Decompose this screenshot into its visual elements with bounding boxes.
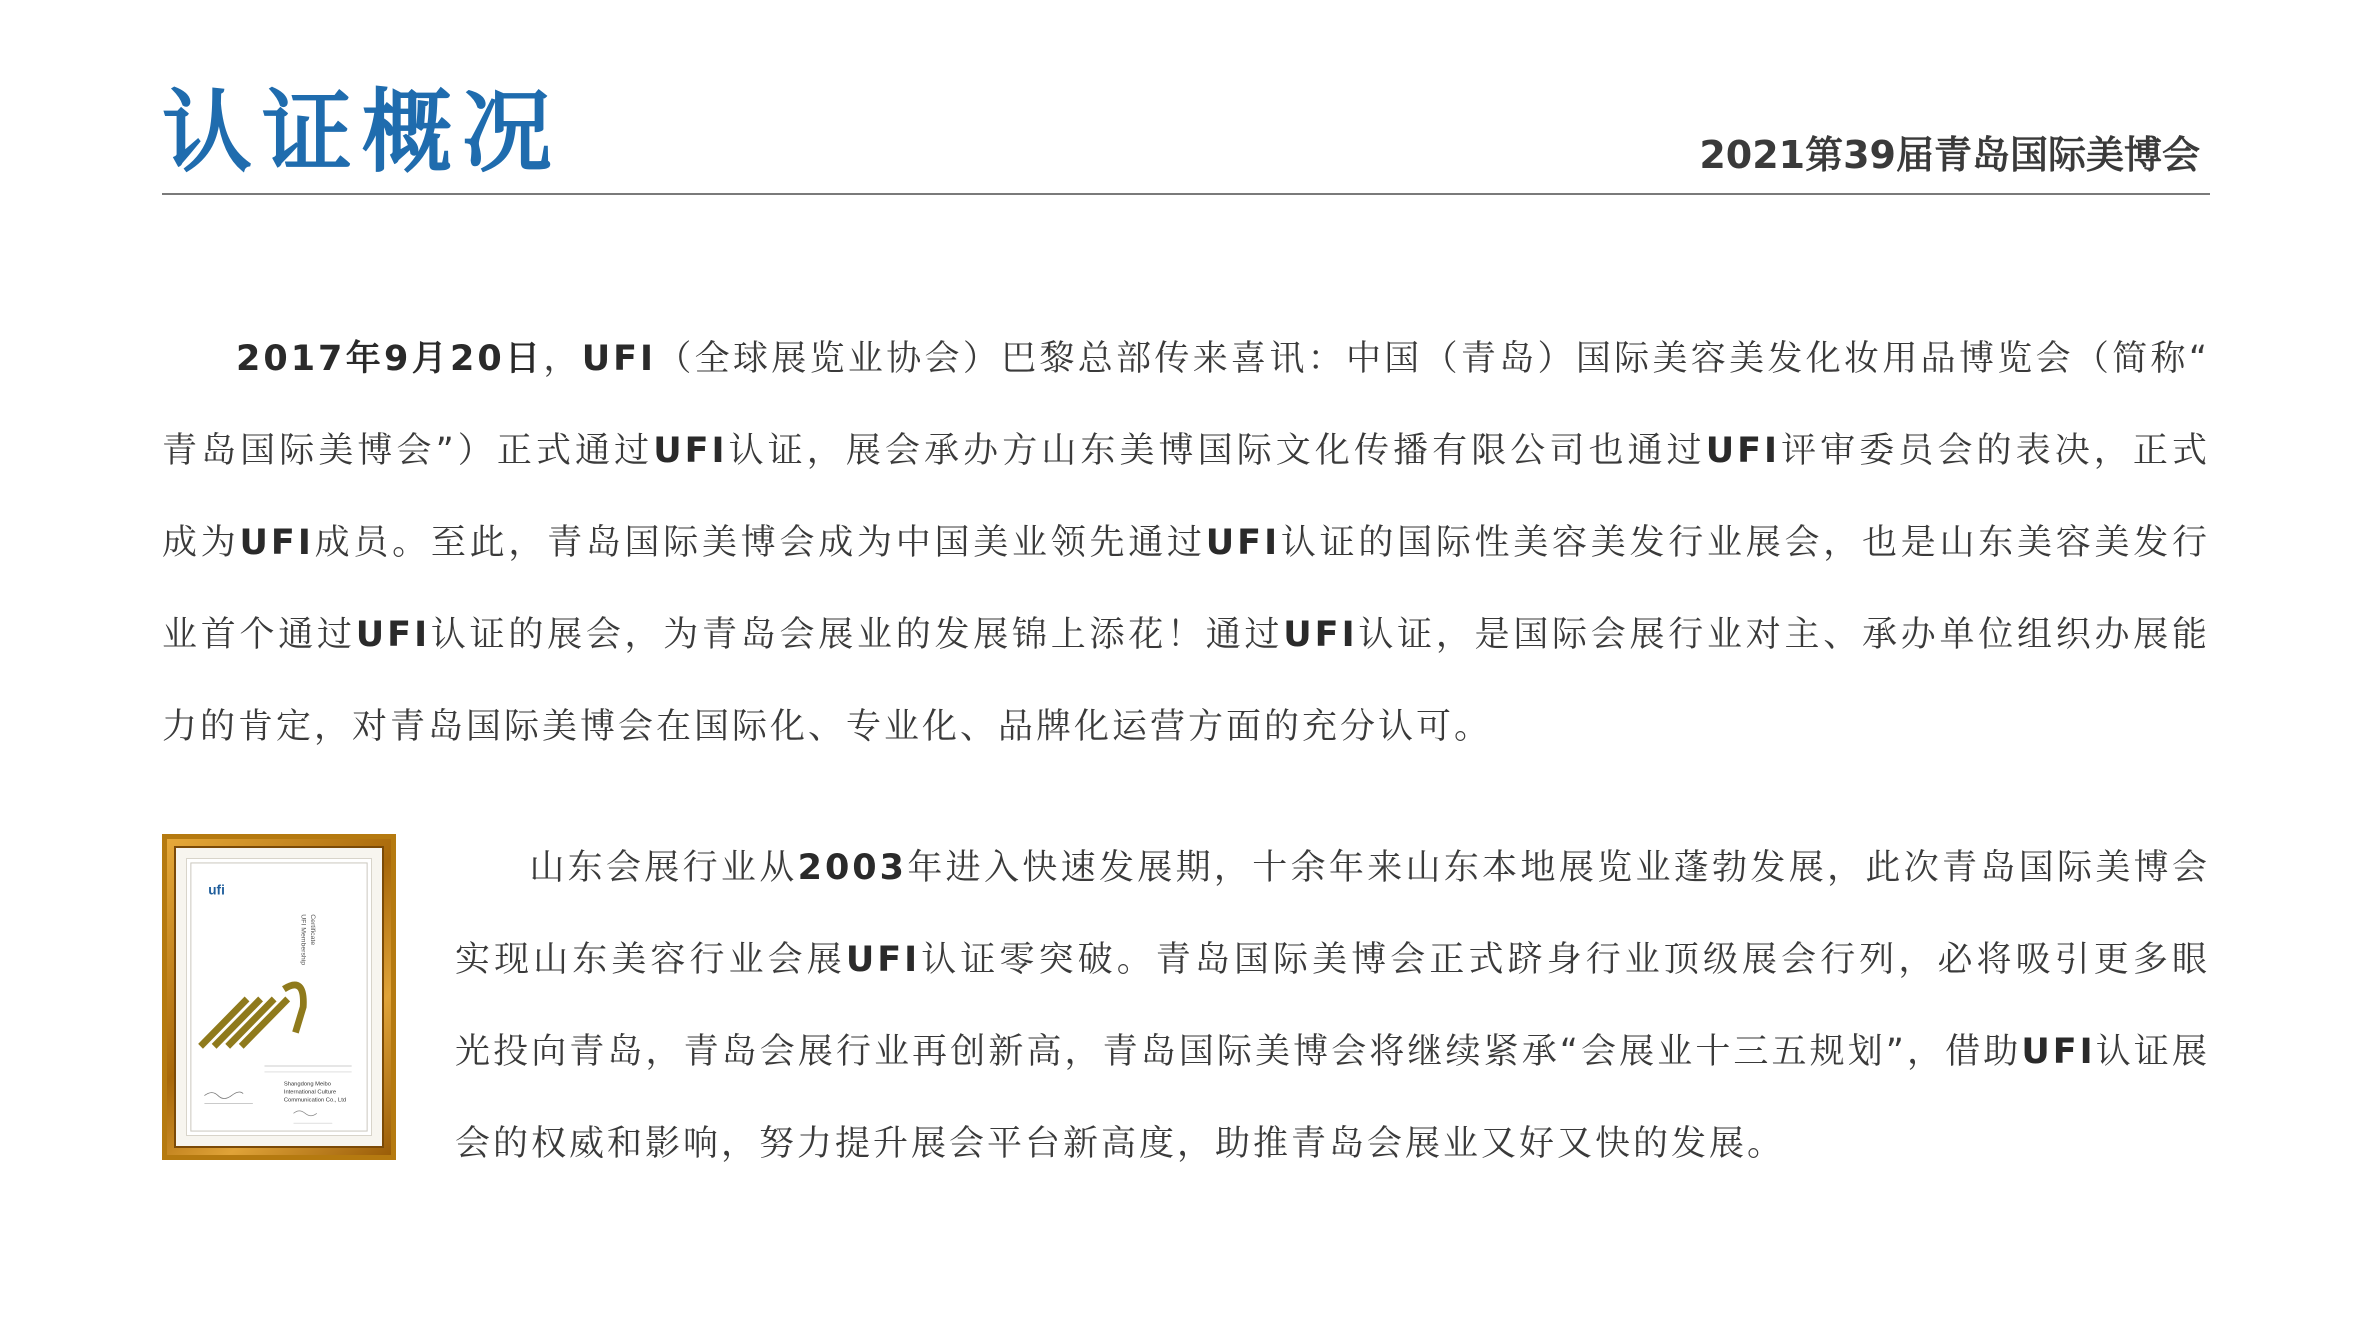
text-segment: 认证，是国际会展行业对主、承办单位组织办展能: [1357, 615, 2210, 655]
certificate-side-text: Certificate: [308, 914, 316, 946]
paragraph-line: [455, 1098, 2210, 1190]
ufi-text: UFI: [239, 523, 314, 563]
text-segment: 认证的展会，为青岛会展业的发展锦上添花！通过: [430, 615, 1284, 655]
certificate-mat: [174, 846, 384, 1148]
text-segment: 认证展: [2095, 1032, 2210, 1072]
text-segment: 力的肯定，对青岛国际美博会在国际化、专业化、品牌化运营方面的充分认可。: [162, 707, 1493, 747]
certificate-stripes-icon: [201, 985, 304, 1046]
paragraph-line: [162, 589, 2210, 681]
year-text: 2003: [797, 848, 908, 888]
text-segment: 成为: [162, 523, 240, 563]
paragraph-line: [455, 914, 2210, 1006]
text-segment: 业首个通过: [162, 615, 356, 655]
ufi-text: UFI: [1705, 431, 1781, 471]
text-segment: 认证的国际性美容美发行业展会，也是山东美容美发行: [1280, 523, 2210, 563]
paragraph-line: [162, 313, 2210, 405]
certificate-company-line: Shangdong Meibo: [283, 1081, 331, 1088]
paragraph-line: [455, 822, 2210, 914]
text-segment: 认证，展会承办方山东美博国际文化传播有限公司也通过: [727, 431, 1706, 471]
intro-paragraph: [162, 313, 2210, 773]
paragraph-line: [455, 1006, 2210, 1098]
text-segment: 评审委员会的表决，正式: [1780, 431, 2210, 471]
text-segment: 光投向青岛，青岛会展行业再创新高，青岛国际美博会将继续紧承“会展业十三五规划”，借助: [455, 1032, 2022, 1072]
ufi-text: UFI: [653, 431, 728, 471]
text-segment: ，: [543, 339, 582, 379]
certificate-company-line: Communication Co., Ltd: [283, 1097, 347, 1104]
text-segment: 山东会展行业从: [529, 848, 798, 888]
text-segment: 会的权威和影响，努力提升展会平台新高度，助推青岛会展业又好又快的发展。: [455, 1124, 1786, 1164]
ufi-text: UFI: [581, 339, 657, 379]
text-segment: 年进入快速发展期，十余年来山东本地展览业蓬勃发展，此次青岛国际美博会: [907, 848, 2210, 888]
certificate-paper: [186, 858, 372, 1136]
date-text: 2017年9月20日: [236, 339, 544, 379]
ufi-text: UFI: [1205, 523, 1281, 563]
text-segment: 认证零突破。青岛国际美博会正式跻身行业顶级展会行列，必将吸引更多眼: [920, 940, 2210, 980]
event-name: 2021第39届青岛国际美博会: [1699, 133, 2200, 177]
text-segment: 青岛国际美博会”）正式通过: [162, 431, 654, 471]
header-divider: [162, 193, 2210, 195]
ufi-text: UFI: [1283, 615, 1358, 655]
ufi-logo: ufi: [208, 882, 225, 898]
ufi-text: UFI: [355, 615, 431, 655]
development-paragraph: [455, 822, 2210, 1190]
text-segment: 成员。至此，青岛国际美博会成为中国美业领先通过: [313, 523, 1206, 563]
certificate-artwork: [187, 859, 371, 1135]
text-segment: （全球展览业协会）巴黎总部传来喜讯：中国（青岛）国际美容美发化妆用品博览会（简称“: [656, 339, 2210, 379]
page-title: 认证概况: [162, 80, 562, 185]
ufi-text: UFI: [2021, 1032, 2096, 1072]
paragraph-line: [162, 405, 2210, 497]
paragraph-line: [162, 681, 2210, 773]
ufi-text: UFI: [845, 940, 921, 980]
certificate-side-text: UFI Membership: [299, 914, 307, 966]
certificate-company-line: International Culture: [283, 1089, 337, 1096]
paragraph-line: [162, 497, 2210, 589]
text-segment: 实现山东美容行业会展: [455, 940, 846, 980]
ufi-certificate-image: [162, 834, 396, 1160]
